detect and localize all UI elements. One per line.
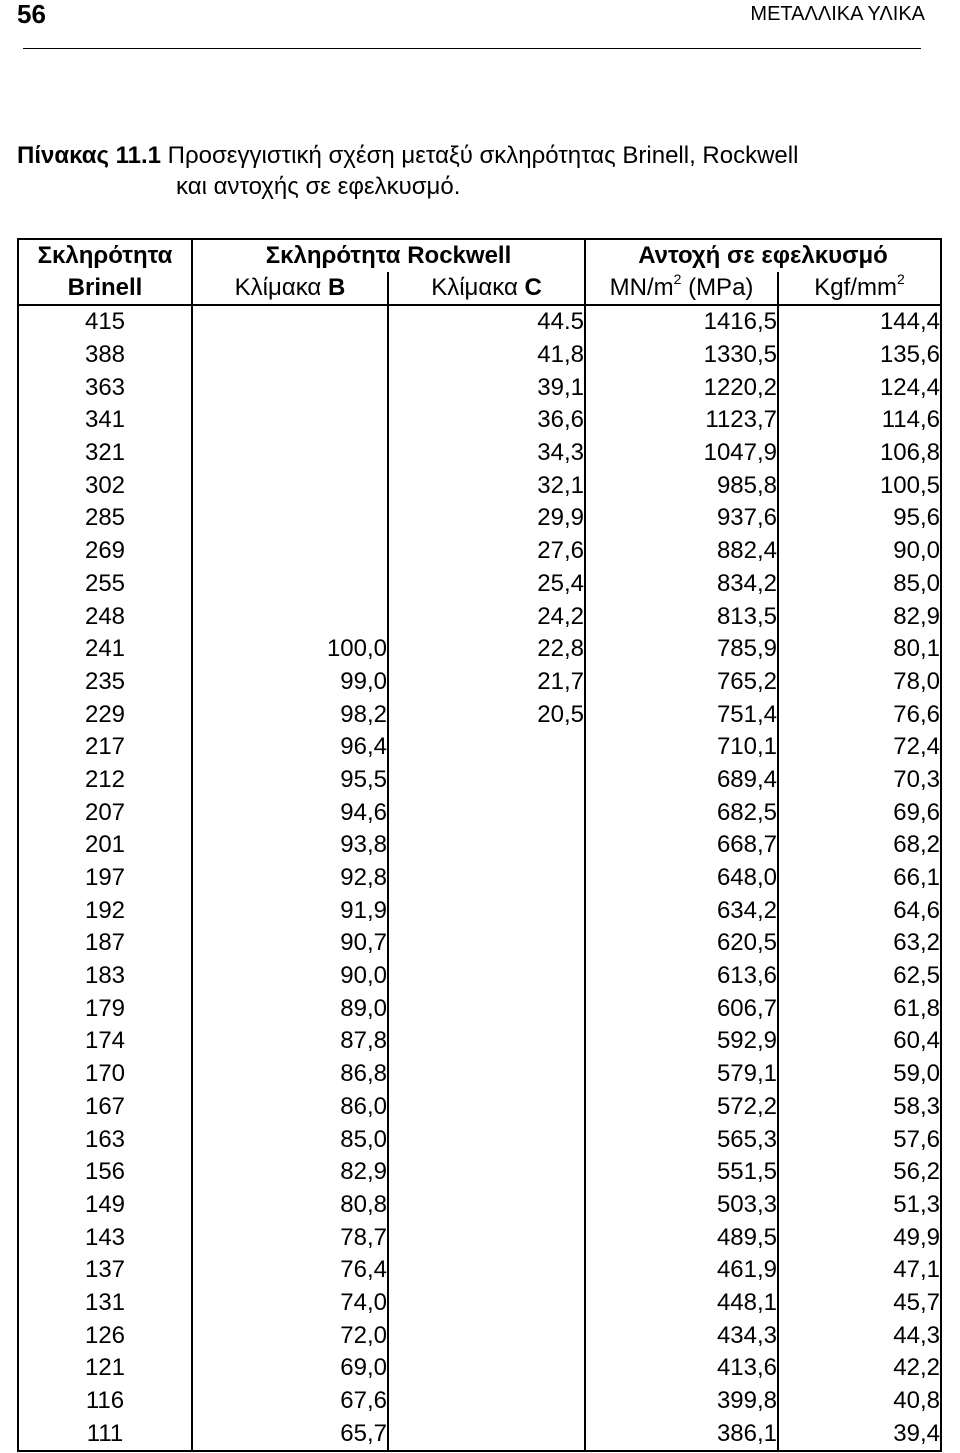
cell-kgf: 95,6: [778, 502, 941, 535]
cell-rc: [388, 1319, 585, 1352]
cell-hb: 285: [18, 502, 192, 535]
cell-rc: [388, 1156, 585, 1189]
table-row: [18, 1221, 941, 1254]
table-row: [18, 1025, 941, 1058]
tensile-header: Αντοχή σε εφελκυσμό: [585, 239, 941, 272]
cell-kgf: 76,6: [778, 698, 941, 731]
cell-rc: 39,1: [388, 371, 585, 404]
brinell-subheader: Brinell: [18, 272, 192, 305]
cell-hb: 192: [18, 894, 192, 927]
cell-rb: 72,0: [192, 1319, 388, 1352]
table-row: [18, 1058, 941, 1091]
table-row: [18, 862, 941, 895]
cell-hb: 143: [18, 1221, 192, 1254]
caption-line1: Προσεγγιστική σχέση μεταξύ σκληρότητας Brinell, Rockwell: [160, 142, 799, 169]
table-caption: [17, 140, 917, 202]
cell-hb: 415: [18, 305, 192, 339]
page-header: [17, 0, 925, 38]
cell-mpa: 489,5: [585, 1221, 778, 1254]
cell-hb: 241: [18, 633, 192, 666]
table-row: [18, 731, 941, 764]
cell-hb: 126: [18, 1319, 192, 1352]
cell-mpa: 648,0: [585, 862, 778, 895]
cell-mpa: 689,4: [585, 764, 778, 797]
table-row: [18, 633, 941, 666]
cell-mpa: 937,6: [585, 502, 778, 535]
cell-kgf: 80,1: [778, 633, 941, 666]
table-row: [18, 829, 941, 862]
cell-rc: 20,5: [388, 698, 585, 731]
cell-mpa: 1123,7: [585, 404, 778, 437]
cell-rc: [388, 1123, 585, 1156]
table-row: [18, 600, 941, 633]
cell-hb: 363: [18, 371, 192, 404]
cell-mpa: 710,1: [585, 731, 778, 764]
cell-hb: 321: [18, 437, 192, 470]
caption-line2: και αντοχής σε εφελκυσμό.: [176, 173, 461, 200]
cell-rb: 89,0: [192, 992, 388, 1025]
table-row: [18, 339, 941, 372]
table-row: [18, 469, 941, 502]
cell-mpa: 434,3: [585, 1319, 778, 1352]
scale-b-header: Κλίμακα B: [192, 272, 388, 305]
cell-kgf: 45,7: [778, 1287, 941, 1320]
cell-mpa: 413,6: [585, 1352, 778, 1385]
table-row: [18, 1417, 941, 1451]
cell-hb: 121: [18, 1352, 192, 1385]
mpa-header: $MN/m^2$ (MPa): [585, 272, 778, 305]
cell-hb: 156: [18, 1156, 192, 1189]
cell-hb: 174: [18, 1025, 192, 1058]
cell-kgf: 85,0: [778, 568, 941, 601]
cell-mpa: 579,1: [585, 1058, 778, 1091]
cell-rb: [192, 535, 388, 568]
cell-rc: [388, 1025, 585, 1058]
cell-kgf: 106,8: [778, 437, 941, 470]
table-row: [18, 1123, 941, 1156]
cell-hb: 255: [18, 568, 192, 601]
cell-rc: 41,8: [388, 339, 585, 372]
header-row-2: [18, 272, 941, 305]
cell-rc: 24,2: [388, 600, 585, 633]
hardness-table: [17, 238, 942, 1452]
cell-rc: [388, 927, 585, 960]
cell-rc: [388, 764, 585, 797]
table-row: [18, 666, 941, 699]
cell-rc: [388, 1385, 585, 1418]
cell-kgf: 124,4: [778, 371, 941, 404]
cell-rb: 82,9: [192, 1156, 388, 1189]
cell-hb: 229: [18, 698, 192, 731]
cell-kgf: 68,2: [778, 829, 941, 862]
cell-hb: 235: [18, 666, 192, 699]
cell-hb: 217: [18, 731, 192, 764]
cell-hb: 116: [18, 1385, 192, 1418]
cell-hb: 111: [18, 1417, 192, 1451]
cell-kgf: 62,5: [778, 960, 941, 993]
cell-mpa: 785,9: [585, 633, 778, 666]
cell-mpa: 1416,5: [585, 305, 778, 339]
cell-rc: [388, 1287, 585, 1320]
cell-rc: [388, 731, 585, 764]
cell-mpa: 620,5: [585, 927, 778, 960]
cell-rb: [192, 600, 388, 633]
cell-rc: [388, 1058, 585, 1091]
table-row: [18, 698, 941, 731]
cell-rc: 36,6: [388, 404, 585, 437]
cell-rb: 94,6: [192, 796, 388, 829]
cell-kgf: 64,6: [778, 894, 941, 927]
cell-mpa: 399,8: [585, 1385, 778, 1418]
cell-mpa: 813,5: [585, 600, 778, 633]
cell-kgf: 51,3: [778, 1189, 941, 1222]
cell-mpa: 606,7: [585, 992, 778, 1025]
cell-mpa: 592,9: [585, 1025, 778, 1058]
cell-kgf: 61,8: [778, 992, 941, 1025]
cell-kgf: 144,4: [778, 305, 941, 339]
cell-mpa: 565,3: [585, 1123, 778, 1156]
cell-kgf: 44,3: [778, 1319, 941, 1352]
cell-hb: 207: [18, 796, 192, 829]
cell-mpa: 668,7: [585, 829, 778, 862]
cell-mpa: 834,2: [585, 568, 778, 601]
cell-rc: [388, 1352, 585, 1385]
table-row: [18, 437, 941, 470]
cell-rb: 95,5: [192, 764, 388, 797]
cell-mpa: 682,5: [585, 796, 778, 829]
cell-rb: 78,7: [192, 1221, 388, 1254]
cell-kgf: 42,2: [778, 1352, 941, 1385]
cell-mpa: 386,1: [585, 1417, 778, 1451]
header-row-1: [18, 239, 941, 272]
cell-hb: 269: [18, 535, 192, 568]
cell-hb: 149: [18, 1189, 192, 1222]
cell-hb: 179: [18, 992, 192, 1025]
cell-kgf: 63,2: [778, 927, 941, 960]
table-row: [18, 404, 941, 437]
cell-mpa: 613,6: [585, 960, 778, 993]
cell-rb: 90,7: [192, 927, 388, 960]
cell-mpa: 1047,9: [585, 437, 778, 470]
rockwell-header: Σκληρότητα Rockwell: [192, 239, 585, 272]
cell-hb: 187: [18, 927, 192, 960]
cell-kgf: 114,6: [778, 404, 941, 437]
page-number: 56: [17, 0, 46, 29]
cell-hb: 341: [18, 404, 192, 437]
cell-rb: 86,8: [192, 1058, 388, 1091]
cell-kgf: 58,3: [778, 1091, 941, 1124]
cell-rb: [192, 502, 388, 535]
cell-rb: 74,0: [192, 1287, 388, 1320]
cell-hb: 212: [18, 764, 192, 797]
cell-hb: 197: [18, 862, 192, 895]
cell-rb: 67,6: [192, 1385, 388, 1418]
cell-rb: [192, 568, 388, 601]
cell-kgf: 135,6: [778, 339, 941, 372]
cell-hb: 163: [18, 1123, 192, 1156]
cell-rb: 93,8: [192, 829, 388, 862]
cell-rc: [388, 1254, 585, 1287]
cell-rb: 87,8: [192, 1025, 388, 1058]
cell-mpa: 634,2: [585, 894, 778, 927]
cell-rc: 25,4: [388, 568, 585, 601]
cell-mpa: 985,8: [585, 469, 778, 502]
caption-label: Πίνακας 11.1: [17, 142, 161, 169]
cell-rc: 29,9: [388, 502, 585, 535]
cell-kgf: 100,5: [778, 469, 941, 502]
cell-kgf: 90,0: [778, 535, 941, 568]
cell-rc: [388, 1091, 585, 1124]
brinell-header: Σκληρότητα: [18, 239, 192, 272]
cell-rc: [388, 960, 585, 993]
table-row: [18, 992, 941, 1025]
table-row: [18, 894, 941, 927]
scale-c-header: Κλίμακα C: [388, 272, 585, 305]
cell-mpa: 572,2: [585, 1091, 778, 1124]
cell-hb: 201: [18, 829, 192, 862]
cell-rb: [192, 437, 388, 470]
cell-hb: 183: [18, 960, 192, 993]
table-row: [18, 927, 941, 960]
cell-mpa: 503,3: [585, 1189, 778, 1222]
cell-rc: [388, 992, 585, 1025]
cell-kgf: 78,0: [778, 666, 941, 699]
table-row: [18, 305, 941, 339]
cell-mpa: 765,2: [585, 666, 778, 699]
table-body: [18, 305, 941, 1451]
cell-rc: [388, 796, 585, 829]
table-row: [18, 1385, 941, 1418]
cell-rb: 99,0: [192, 666, 388, 699]
table-row: [18, 535, 941, 568]
cell-hb: 248: [18, 600, 192, 633]
cell-rc: [388, 1417, 585, 1451]
cell-rb: 86,0: [192, 1091, 388, 1124]
table-row: [18, 502, 941, 535]
table-row: [18, 1091, 941, 1124]
table-row: [18, 1352, 941, 1385]
cell-rc: [388, 1221, 585, 1254]
cell-rc: 22,8: [388, 633, 585, 666]
cell-kgf: 49,9: [778, 1221, 941, 1254]
kgf-header: Kgf/$mm^2$: [778, 272, 941, 305]
cell-rb: 98,2: [192, 698, 388, 731]
cell-rb: 85,0: [192, 1123, 388, 1156]
table-row: [18, 764, 941, 797]
cell-rb: 65,7: [192, 1417, 388, 1451]
cell-hb: 388: [18, 339, 192, 372]
cell-rc: 44.5: [388, 305, 585, 339]
cell-rb: 92,8: [192, 862, 388, 895]
cell-rb: 90,0: [192, 960, 388, 993]
cell-rb: 69,0: [192, 1352, 388, 1385]
cell-kgf: 69,6: [778, 796, 941, 829]
cell-rc: [388, 1189, 585, 1222]
cell-mpa: 882,4: [585, 535, 778, 568]
cell-rb: [192, 469, 388, 502]
cell-rb: 80,8: [192, 1189, 388, 1222]
cell-rb: 96,4: [192, 731, 388, 764]
cell-kgf: 60,4: [778, 1025, 941, 1058]
table-row: [18, 371, 941, 404]
running-title: ΜΕΤΑΛΛΙΚΑ ΥΛΙΚΑ: [750, 3, 925, 25]
cell-mpa: 1330,5: [585, 339, 778, 372]
cell-rb: 76,4: [192, 1254, 388, 1287]
table-row: [18, 1254, 941, 1287]
table-row: [18, 1189, 941, 1222]
cell-rb: [192, 404, 388, 437]
cell-rc: 27,6: [388, 535, 585, 568]
cell-mpa: 448,1: [585, 1287, 778, 1320]
table-row: [18, 1319, 941, 1352]
cell-rb: [192, 305, 388, 339]
cell-hb: 302: [18, 469, 192, 502]
cell-rc: [388, 862, 585, 895]
cell-rc: [388, 829, 585, 862]
cell-kgf: 40,8: [778, 1385, 941, 1418]
cell-kgf: 72,4: [778, 731, 941, 764]
cell-rc: 32,1: [388, 469, 585, 502]
cell-mpa: 1220,2: [585, 371, 778, 404]
table-row: [18, 1287, 941, 1320]
cell-kgf: 70,3: [778, 764, 941, 797]
cell-rb: 91,9: [192, 894, 388, 927]
cell-mpa: 551,5: [585, 1156, 778, 1189]
cell-kgf: 66,1: [778, 862, 941, 895]
cell-kgf: 47,1: [778, 1254, 941, 1287]
cell-hb: 170: [18, 1058, 192, 1091]
cell-kgf: 39,4: [778, 1417, 941, 1451]
cell-rb: [192, 339, 388, 372]
cell-mpa: 461,9: [585, 1254, 778, 1287]
table-row: [18, 568, 941, 601]
cell-hb: 137: [18, 1254, 192, 1287]
cell-kgf: 57,6: [778, 1123, 941, 1156]
cell-kgf: 82,9: [778, 600, 941, 633]
cell-rc: 34,3: [388, 437, 585, 470]
cell-rc: 21,7: [388, 666, 585, 699]
cell-mpa: 751,4: [585, 698, 778, 731]
cell-rb: 100,0: [192, 633, 388, 666]
cell-kgf: 56,2: [778, 1156, 941, 1189]
cell-kgf: 59,0: [778, 1058, 941, 1091]
cell-rb: [192, 371, 388, 404]
header-rule: [23, 48, 921, 49]
table-row: [18, 796, 941, 829]
cell-hb: 131: [18, 1287, 192, 1320]
cell-rc: [388, 894, 585, 927]
table-row: [18, 960, 941, 993]
table-row: [18, 1156, 941, 1189]
cell-hb: 167: [18, 1091, 192, 1124]
